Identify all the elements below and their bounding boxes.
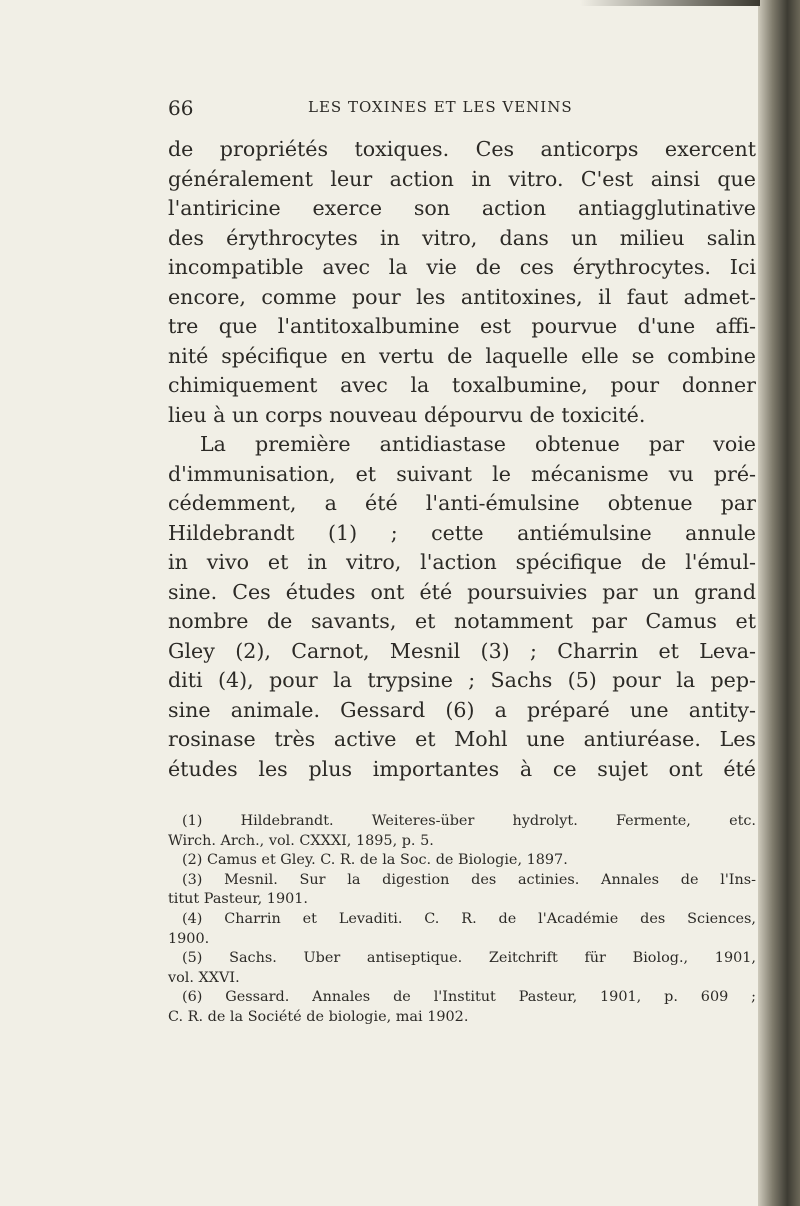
page-number: 66 (168, 96, 194, 120)
body-line: La première antidiastase obtenue par voie (200, 432, 756, 456)
footnote-line: 1900. (168, 930, 210, 947)
body-line: Hildebrandt (1) ; cette antiémulsine annule (168, 520, 756, 545)
body-line: incompatible avec la vie de ces érythrocytes. Ici (168, 255, 756, 279)
running-title: LES TOXINES ET LES VENINS (308, 98, 573, 116)
body-line: nité spécifique en vertu de laquelle elle se combine (168, 343, 756, 368)
body-line: diti (4), pour la trypsine ; Sachs (5) pour la pep- (168, 668, 756, 692)
footnote-line: titut Pasteur, 1901. (168, 891, 309, 908)
page-edge-shadow (758, 0, 800, 1206)
footnote-line: C. R. de la Société de biologie, mai 1902. (168, 1008, 469, 1025)
footnote-line: (1) Hildebrandt. Weiteres-über hydrolyt. Fermente, etc. (182, 813, 756, 829)
footnote-line: (3) Mesnil. Sur la digestion des actinies. Annales de l'Ins- (182, 871, 756, 888)
body-line: nombre de savants, et notamment par Camus et (168, 609, 756, 633)
body-line: l'antiricine exerce son action antiagglutinative (168, 196, 756, 220)
footnote-line: Wirch. Arch., vol. CXXXI, 1895, p. 5. (168, 832, 434, 849)
body-line: tre que l'antitoxalbumine est pourvue d'une affi- (168, 314, 756, 338)
footnote-line: (2) Camus et Gley. C. R. de la Soc. de Biologie, 1897. (182, 852, 568, 869)
body-line: encore, comme pour les antitoxines, il faut admet- (168, 284, 756, 309)
page-edge-top-shadow (580, 0, 760, 6)
body-line: cédemment, a été l'anti-émulsine obtenue par (168, 491, 756, 515)
footnotes (168, 812, 756, 1028)
body-line: sine animale. Gessard (6) a préparé une antity- (168, 697, 756, 722)
body-line: chimiquement avec la toxalbumine, pour donner (168, 373, 756, 397)
footnote-line: (4) Charrin et Levaditi. C. R. de l'Académie des Sciences, (182, 910, 756, 927)
footnote-line: (6) Gessard. Annales de l'Institut Pasteur, 1901, p. 609 ; (182, 989, 756, 1006)
page-header (168, 96, 748, 120)
body-text (168, 135, 756, 784)
body-line: Gley (2), Carnot, Mesnil (3) ; Charrin et Leva- (168, 638, 756, 663)
body-line: in vivo et in vitro, l'action spécifique de l'émul- (168, 550, 756, 574)
footnote-line: vol. XXVI. (168, 969, 240, 986)
footnote-line: (5) Sachs. Uber antiseptique. Zeitchrift für Biolog., 1901, (182, 950, 756, 967)
body-line: généralement leur action in vitro. C'est ainsi que (168, 166, 756, 191)
body-line: des érythrocytes in vitro, dans un milieu salin (168, 225, 756, 250)
body-line: rosinase très active et Mohl une antiuréase. Les (168, 727, 756, 751)
body-line: de propriétés toxiques. Ces anticorps exercent (168, 137, 756, 161)
body-line: sine. Ces études ont été poursuivies par un grand (168, 579, 756, 604)
body-line: études les plus importantes à ce sujet ont été (168, 756, 756, 781)
body-line: d'immunisation, et suivant le mécanisme vu pré- (168, 461, 756, 486)
body-line: lieu à un corps nouveau dépourvu de toxicité. (168, 402, 646, 427)
